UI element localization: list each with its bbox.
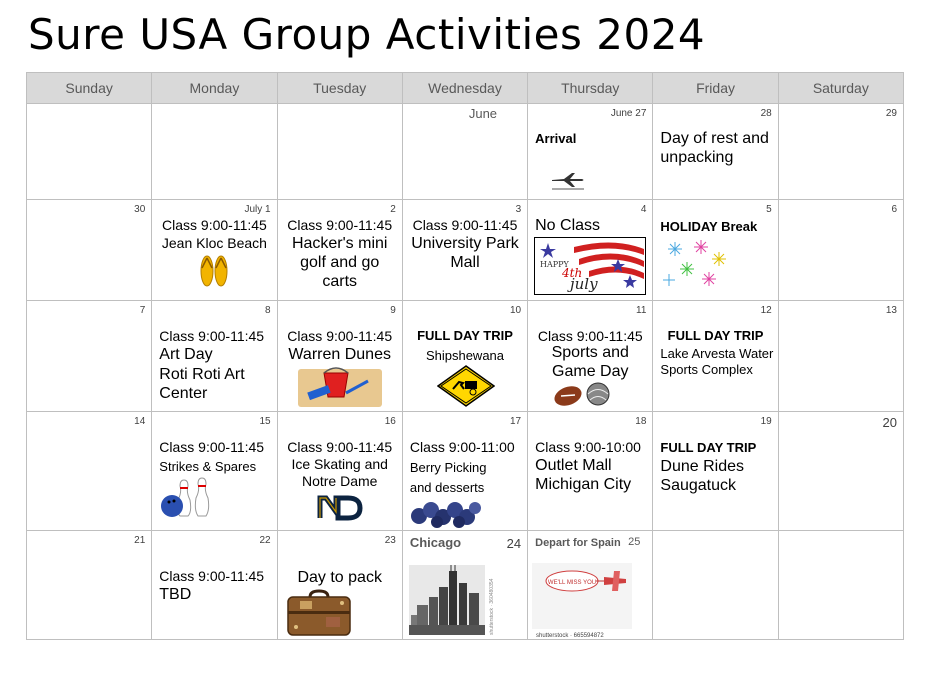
event-text: No Class — [535, 217, 601, 234]
day-cell-july-9 — [277, 301, 402, 412]
event-text: Day to pack — [297, 569, 382, 586]
event-text: Shipshewana — [425, 348, 505, 363]
event-text: Arrival — [535, 131, 577, 146]
image-text: WE'LL MISS YOU — [548, 580, 597, 586]
day-cell-july-17 — [402, 412, 527, 531]
class-time: Class 9:00-10:00 — [535, 439, 641, 455]
event-text: Strikes & Spares — [159, 459, 257, 474]
day-cell-empty — [653, 531, 778, 640]
date-number: 8 — [265, 305, 271, 316]
image-text: HAPPY — [540, 260, 569, 269]
header-monday: Monday — [152, 73, 277, 104]
day-cell-july-5 — [653, 200, 778, 301]
class-time: Class 9:00-11:45 — [287, 439, 393, 455]
class-time: Class 9:00-11:45 — [287, 217, 393, 233]
date-number: 4 — [640, 204, 647, 215]
date-number: 5 — [766, 204, 772, 215]
event-text: Day of rest and unpacking — [660, 130, 769, 166]
date-number: 25 — [628, 536, 641, 548]
date-number: 23 — [384, 535, 396, 546]
event-title: FULL DAY TRIP — [417, 328, 513, 343]
date-number: 12 — [760, 305, 772, 316]
date-number: 16 — [384, 416, 396, 427]
header-wednesday: Wednesday — [402, 73, 527, 104]
fireworks-icon — [661, 236, 731, 290]
day-cell-july-22 — [152, 531, 277, 640]
class-time: Class 9:00-11:45 — [412, 217, 518, 233]
day-cell-june-27 — [528, 104, 653, 200]
date-number: 2 — [390, 204, 396, 215]
day-cell-july-18 — [528, 412, 653, 531]
day-cell-july-12 — [653, 301, 778, 412]
day-cell-june-30 — [27, 200, 152, 301]
header-saturday: Saturday — [778, 73, 903, 104]
date-number: 17 — [510, 416, 522, 427]
day-cell-empty — [277, 104, 402, 200]
day-cell-june-26 — [402, 104, 527, 200]
day-cell-empty — [27, 104, 152, 200]
image-watermark: shutterstock · 360480354 — [488, 578, 495, 635]
date-number: 6 — [891, 204, 897, 215]
week-row-5 — [27, 531, 904, 640]
day-cell-july-25 — [528, 531, 653, 640]
image-text: july — [570, 275, 598, 293]
date-number: 19 — [760, 416, 772, 427]
date-number: 29 — [885, 108, 897, 119]
date-number: 30 — [134, 204, 146, 215]
date-number: 9 — [390, 305, 396, 316]
event-text: Lake Arvesta Water Sports Complex — [660, 346, 774, 377]
week-row-3 — [27, 301, 904, 412]
event-text: Roti Roti Art Center — [159, 366, 245, 402]
blueberries-icon — [409, 498, 483, 528]
event-text: Art Day — [159, 346, 213, 363]
day-cell-empty — [152, 104, 277, 200]
class-time: Class 9:00-11:45 — [159, 439, 265, 455]
date-number: 10 — [510, 305, 522, 316]
event-text: University Park Mall — [411, 235, 519, 271]
event-text: Ice Skating and Notre Dame — [291, 456, 388, 489]
amish-buggy-sign-icon — [437, 365, 495, 407]
date-number: 3 — [515, 204, 522, 215]
chicago-skyline-image — [409, 565, 501, 637]
calendar-grid — [26, 72, 904, 640]
day-cell-july-4 — [528, 200, 653, 301]
event-title: FULL DAY TRIP — [667, 328, 764, 343]
event-text: Sports and Game Day — [551, 344, 629, 380]
miss-you-airplane-image — [532, 563, 632, 639]
image-watermark: shutterstock · 665594872 — [536, 633, 604, 639]
sports-balls-icon — [552, 381, 622, 409]
event-text: Depart for Spain — [535, 537, 621, 549]
event-text: Jean Kloc Beach — [161, 235, 267, 251]
fourth-of-july-image — [534, 237, 646, 295]
day-cell-july-2 — [277, 200, 402, 301]
day-cell-july-24 — [402, 531, 527, 640]
notre-dame-logo — [316, 492, 364, 522]
class-time: Class 9:00-11:45 — [159, 328, 265, 344]
day-cell-empty — [778, 531, 903, 640]
day-cell-july-7 — [27, 301, 152, 412]
day-cell-july-21 — [27, 531, 152, 640]
date-number: 22 — [259, 535, 271, 546]
event-text: TBD — [159, 586, 192, 603]
day-cell-july-1 — [152, 200, 277, 301]
date-number: 20 — [882, 415, 897, 430]
day-cell-july-6 — [778, 200, 903, 301]
weekday-header-row — [27, 73, 904, 104]
day-cell-july-3 — [402, 200, 527, 301]
date-number: July 1 — [244, 204, 271, 215]
week-row-1 — [27, 104, 904, 200]
day-cell-july-19 — [653, 412, 778, 531]
day-cell-july-10 — [402, 301, 527, 412]
suitcase-icon — [286, 589, 352, 637]
flip-flops-icon — [198, 254, 230, 288]
bowling-icon — [160, 476, 216, 518]
week-row-2 — [27, 200, 904, 301]
event-text: Dune Rides Saugatuck — [660, 458, 745, 494]
day-cell-july-20 — [778, 412, 903, 531]
day-cell-july-11 — [528, 301, 653, 412]
date-number: 15 — [259, 416, 271, 427]
date-number: June 27 — [610, 108, 647, 119]
date-number: 11 — [636, 305, 647, 316]
day-cell-june-29 — [778, 104, 903, 200]
event-text: Chicago — [409, 535, 462, 550]
day-cell-july-23 — [277, 531, 402, 640]
date-number: 24 — [506, 536, 522, 551]
page-title: Sure USA Group Activities 2024 — [28, 10, 706, 59]
day-cell-june-28 — [653, 104, 778, 200]
month-label: June — [468, 106, 498, 121]
day-cell-july-16 — [277, 412, 402, 531]
day-cell-july-8 — [152, 301, 277, 412]
day-cell-july-15 — [152, 412, 277, 531]
header-friday: Friday — [653, 73, 778, 104]
event-text: Outlet Mall Michigan City — [535, 457, 632, 493]
date-number: 18 — [635, 416, 647, 427]
header-tuesday: Tuesday — [277, 73, 402, 104]
event-text: Warren Dunes — [288, 346, 391, 363]
day-cell-july-14 — [27, 412, 152, 531]
date-number: 13 — [885, 305, 897, 316]
event-text: Berry Picking and desserts — [409, 460, 487, 495]
class-time: Class 9:00-11:45 — [287, 328, 393, 344]
day-cell-july-13 — [778, 301, 903, 412]
week-row-4 — [27, 412, 904, 531]
date-number: 28 — [760, 108, 772, 119]
date-number: 14 — [134, 416, 146, 427]
sand-bucket-icon — [298, 363, 382, 407]
class-time: Class 9:00-11:45 — [162, 217, 267, 233]
image-text: 4th — [562, 266, 583, 280]
date-number: 21 — [134, 535, 146, 546]
event-text: Hacker's mini golf and go carts — [291, 235, 388, 290]
class-time: Class 9:00-11:45 — [159, 568, 265, 584]
date-number: 7 — [139, 305, 146, 316]
class-time: Class 9:00-11:00 — [409, 439, 515, 455]
header-thursday: Thursday — [528, 73, 653, 104]
class-time: Class 9:00-11:45 — [537, 328, 643, 344]
airplane-icon — [550, 170, 586, 192]
event-title: FULL DAY TRIP — [660, 440, 757, 455]
event-text: HOLIDAY Break — [660, 219, 758, 234]
header-sunday: Sunday — [27, 73, 152, 104]
